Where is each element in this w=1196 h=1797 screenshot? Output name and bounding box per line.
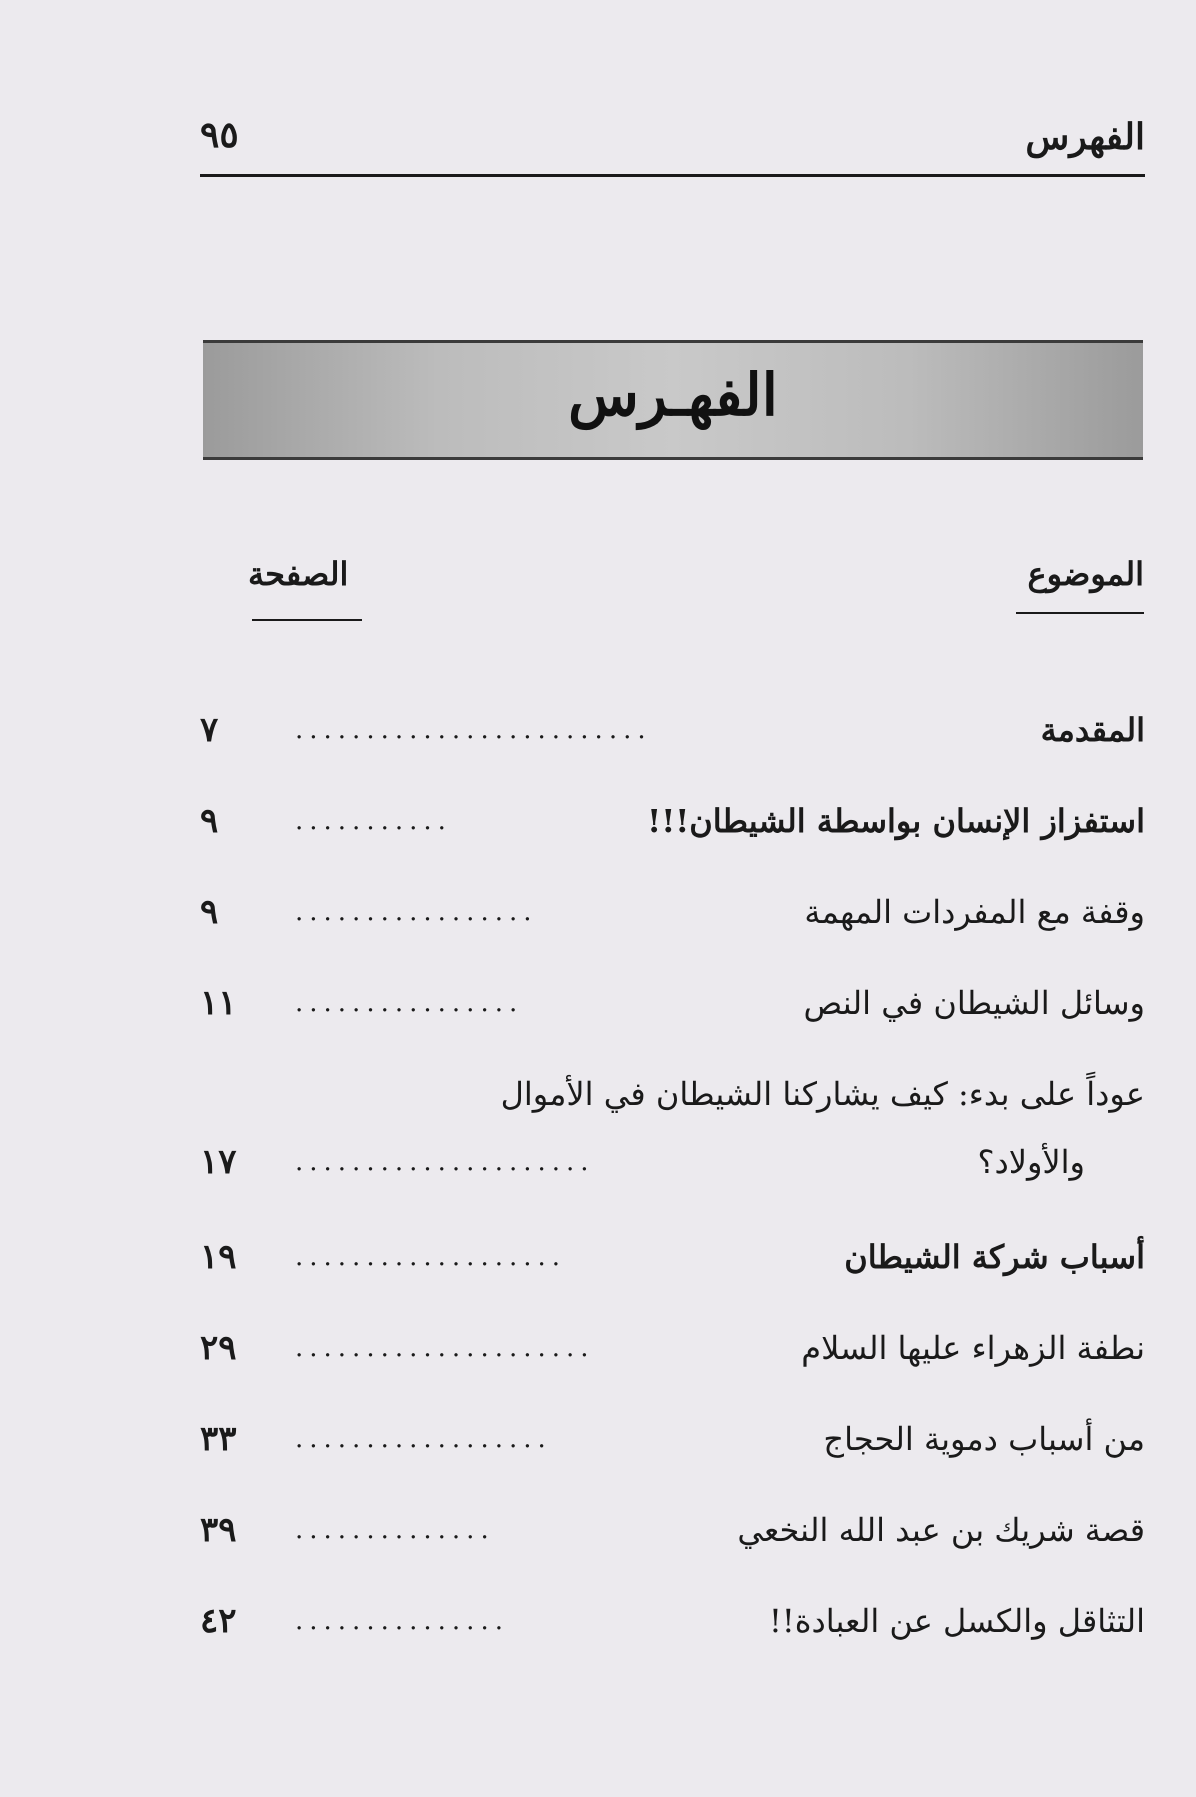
toc-leader-dots: ......................... xyxy=(295,715,652,745)
toc-entry-page: ١٩ xyxy=(200,1237,237,1277)
toc-entry-page: ٣٩ xyxy=(200,1510,237,1550)
toc-leader-dots: ................ xyxy=(295,988,524,1018)
toc-leader-dots: .................. xyxy=(295,1424,552,1454)
toc-leader-dots: ................. xyxy=(295,897,538,927)
toc-entry-title: قصة شريك بن عبد الله النخعي xyxy=(737,1511,1145,1549)
toc-leader-dots: ........... xyxy=(295,806,452,836)
toc-leader-dots: .............. xyxy=(295,1515,495,1545)
running-header xyxy=(200,100,1145,170)
toc-entry-title: وقفة مع المفردات المهمة xyxy=(804,893,1145,931)
toc-entry-title: المقدمة xyxy=(1040,711,1145,749)
toc-leader-dots: ..................... xyxy=(295,1333,595,1363)
toc-entry-page: ٣٣ xyxy=(200,1419,237,1459)
toc-entry xyxy=(200,791,1145,851)
toc-entry-title: التثاقل والكسل عن العبادة!! xyxy=(769,1602,1145,1640)
toc-leader-dots: ..................... xyxy=(295,1147,595,1177)
column-rule-page xyxy=(252,619,362,621)
toc-entry-title: من أسباب دموية الحجاج xyxy=(823,1420,1145,1458)
toc-entry-page: ٧ xyxy=(200,710,219,750)
toc-entry xyxy=(200,973,1145,1033)
toc-entry xyxy=(200,700,1145,760)
column-header-page: الصفحة xyxy=(248,555,349,593)
toc-entry-page: ٩ xyxy=(200,892,219,932)
toc-entry xyxy=(200,1318,1145,1378)
toc-entry xyxy=(200,1591,1145,1651)
toc-entry-page: ٢٩ xyxy=(200,1328,237,1368)
column-rule-topic xyxy=(1016,612,1144,614)
banner-title: الفهـرس xyxy=(568,361,778,429)
toc-entry xyxy=(200,1500,1145,1560)
toc-entry-page: ٤٢ xyxy=(200,1601,237,1641)
toc-entry-title: أسباب شركة الشيطان xyxy=(844,1238,1145,1276)
column-header-topic: الموضوع xyxy=(1027,555,1144,593)
toc-entry xyxy=(200,1409,1145,1469)
title-banner xyxy=(203,340,1143,460)
toc-entry-page: ١١ xyxy=(200,983,237,1023)
toc-entry xyxy=(200,1227,1145,1287)
toc-entry-title: استفزاز الإنسان بواسطة الشيطان!!! xyxy=(647,802,1145,840)
toc-entry xyxy=(200,1064,1145,1194)
toc-entry-page: ١٧ xyxy=(200,1142,237,1182)
toc-entry-title: عوداً على بدء: كيف يشاركنا الشيطان في الأموال xyxy=(500,1075,1145,1113)
toc-entry-title: وسائل الشيطان في النص xyxy=(803,984,1145,1022)
toc-entry xyxy=(200,882,1145,942)
toc-entry-page: ٩ xyxy=(200,801,219,841)
toc-leader-dots: ................... xyxy=(295,1242,567,1272)
header-rule xyxy=(200,174,1145,177)
toc-entry-title: نطفة الزهراء عليها السلام xyxy=(801,1329,1145,1367)
page-number: ٩٥ xyxy=(200,114,239,156)
toc-leader-dots: ............... xyxy=(295,1606,509,1636)
toc-entry-title-continued: والأولاد؟ xyxy=(977,1143,1085,1181)
running-title: الفهرس xyxy=(1025,116,1145,158)
